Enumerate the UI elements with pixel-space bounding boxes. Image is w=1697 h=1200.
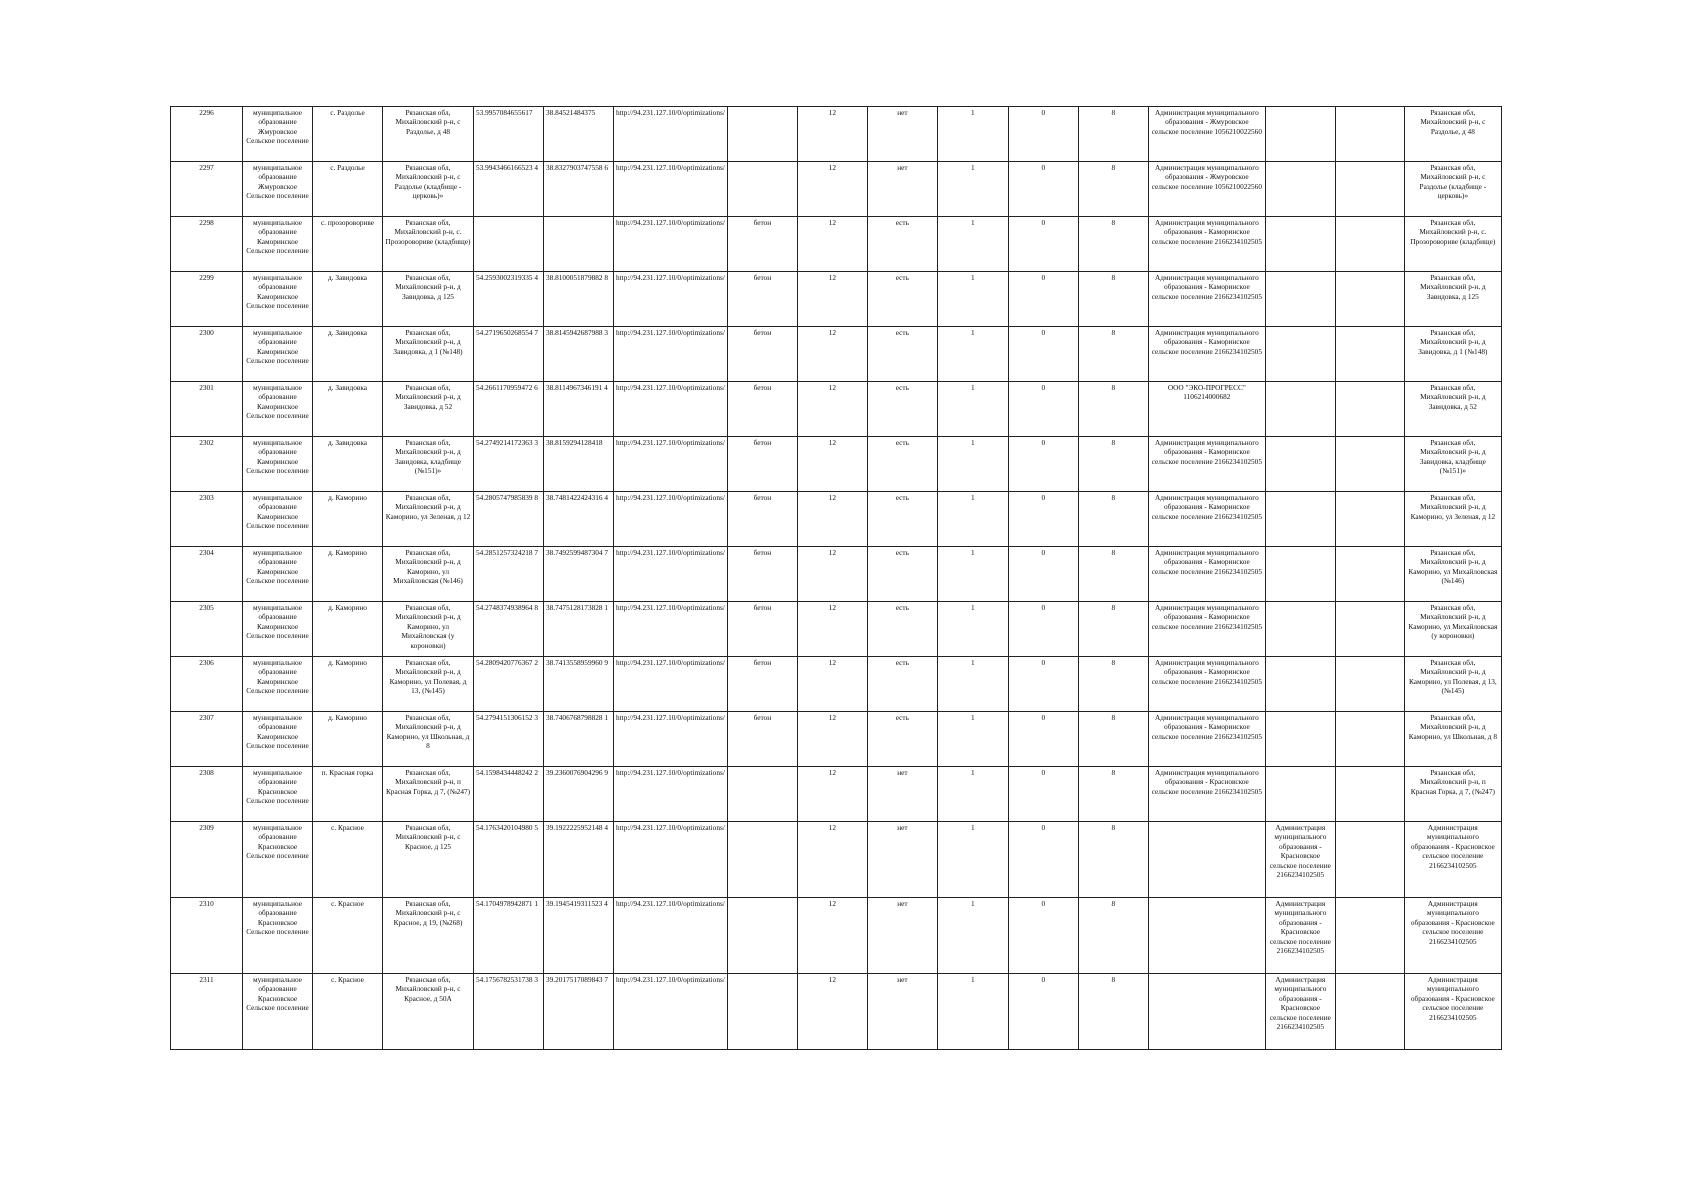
cell-row-number: 2297: [171, 162, 243, 217]
cell-area: 12: [797, 898, 867, 974]
cell-longitude: 38.7481422424316 4: [544, 492, 614, 547]
cell-longitude: 38.84521484375: [544, 107, 614, 162]
cell-longitude: 38.7406768798828 1: [544, 712, 614, 767]
cell-empty-cell: [1335, 327, 1404, 382]
cell-containers-count: 1: [937, 767, 1008, 822]
table-row: [171, 822, 1502, 898]
cell-containers-count: 1: [937, 382, 1008, 437]
cell-fence: нет: [867, 974, 937, 1050]
cell-area: 12: [797, 492, 867, 547]
cell-link: http://94.231.127.10/0/optimizations/: [614, 382, 728, 437]
cell-volume: 8: [1078, 657, 1148, 712]
cell-fence: есть: [867, 382, 937, 437]
cell-owner-municipality: муниципальное образование Красновское Сельское поселение: [243, 898, 313, 974]
cell-volume: 8: [1078, 822, 1148, 898]
table-row: [171, 547, 1502, 602]
cell-link: http://94.231.127.10/0/optimizations/: [614, 822, 728, 898]
cell-holder: [1265, 382, 1335, 437]
cell-operator: Администрация муниципального образования - Жмуровское сельское поселение 1056210022560: [1148, 162, 1265, 217]
cell-owner-municipality: муниципальное образование Красновское Сельское поселение: [243, 767, 313, 822]
cell-planned-count: 0: [1008, 822, 1078, 898]
table-row: [171, 217, 1502, 272]
cell-planned-count: 0: [1008, 712, 1078, 767]
cell-link: http://94.231.127.10/0/optimizations/: [614, 327, 728, 382]
cell-owner-municipality: муниципальное образование Каморинское Сельское поселение: [243, 272, 313, 327]
cell-surface-type: бетон: [727, 657, 797, 712]
cell-empty-cell: [1335, 822, 1404, 898]
cell-empty-cell: [1335, 547, 1404, 602]
register-table: [170, 106, 1502, 1050]
table-row: [171, 657, 1502, 712]
cell-row-number: 2298: [171, 217, 243, 272]
cell-area: 12: [797, 437, 867, 492]
cell-locality: с. Раздолье: [313, 162, 383, 217]
cell-locality: д. Завидовка: [313, 272, 383, 327]
cell-holder: [1265, 712, 1335, 767]
cell-containers-count: 1: [937, 272, 1008, 327]
cell-surface-type: бетон: [727, 437, 797, 492]
cell-longitude: 38.7492599487304 7: [544, 547, 614, 602]
cell-area: 12: [797, 547, 867, 602]
cell-waste-source: Рязанская обл, Михайловский р-н, д Каморино, ул Школьная, д 8: [1404, 712, 1501, 767]
cell-surface-type: бетон: [727, 492, 797, 547]
cell-link: http://94.231.127.10/0/optimizations/: [614, 767, 728, 822]
table-row: [171, 492, 1502, 547]
cell-surface-type: бетон: [727, 327, 797, 382]
cell-surface-type: бетон: [727, 272, 797, 327]
cell-longitude: 38.8145942687988 3: [544, 327, 614, 382]
cell-longitude: 38.8114967346191 4: [544, 382, 614, 437]
cell-latitude: 54.2748374938964 8: [474, 602, 544, 657]
cell-owner-municipality: муниципальное образование Каморинское Сельское поселение: [243, 492, 313, 547]
table-row: [171, 712, 1502, 767]
cell-owner-municipality: муниципальное образование Каморинское Сельское поселение: [243, 712, 313, 767]
cell-operator: Администрация муниципального образования - Каморинское сельское поселение 2166234102505: [1148, 217, 1265, 272]
cell-owner-municipality: муниципальное образование Красновское Сельское поселение: [243, 974, 313, 1050]
cell-volume: 8: [1078, 272, 1148, 327]
cell-owner-municipality: муниципальное образование Каморинское Сельское поселение: [243, 382, 313, 437]
cell-row-number: 2302: [171, 437, 243, 492]
cell-volume: 8: [1078, 437, 1148, 492]
table-row: [171, 767, 1502, 822]
cell-fence: нет: [867, 162, 937, 217]
cell-locality: д. Завидовка: [313, 327, 383, 382]
cell-area: 12: [797, 974, 867, 1050]
cell-planned-count: 0: [1008, 547, 1078, 602]
cell-longitude: 38.8159294128418: [544, 437, 614, 492]
cell-volume: 8: [1078, 602, 1148, 657]
cell-row-number: 2299: [171, 272, 243, 327]
cell-area: 12: [797, 272, 867, 327]
cell-address: Рязанская обл, Михайловский р-н, д Каморино, ул Михайловская (у короновки): [383, 602, 474, 657]
cell-owner-municipality: муниципальное образование Каморинское Сельское поселение: [243, 547, 313, 602]
cell-address: Рязанская обл, Михайловский р-н, с Раздолье (кладбище - церковь)»: [383, 162, 474, 217]
cell-link: http://94.231.127.10/0/optimizations/: [614, 602, 728, 657]
cell-address: Рязанская обл, Михайловский р-н, д Каморино, ул Михайловская (№146): [383, 547, 474, 602]
cell-operator: Администрация муниципального образования - Каморинское сельское поселение 2166234102505: [1148, 657, 1265, 712]
cell-latitude: 54.2805747985839 8: [474, 492, 544, 547]
cell-area: 12: [797, 162, 867, 217]
cell-planned-count: 0: [1008, 437, 1078, 492]
cell-waste-source: Рязанская обл, Михайловский р-н, д Каморино, ул Полевая, д 13, (№145): [1404, 657, 1501, 712]
cell-latitude: 54.2661170959472 6: [474, 382, 544, 437]
cell-planned-count: 0: [1008, 657, 1078, 712]
cell-containers-count: 1: [937, 822, 1008, 898]
cell-row-number: 2305: [171, 602, 243, 657]
cell-row-number: 2311: [171, 974, 243, 1050]
cell-address: Рязанская обл, Михайловский р-н, с. Прозоровориве (кладбище): [383, 217, 474, 272]
cell-row-number: 2303: [171, 492, 243, 547]
cell-holder: [1265, 217, 1335, 272]
cell-planned-count: 0: [1008, 272, 1078, 327]
cell-row-number: 2300: [171, 327, 243, 382]
cell-planned-count: 0: [1008, 767, 1078, 822]
cell-containers-count: 1: [937, 327, 1008, 382]
cell-address: Рязанская обл, Михайловский р-н, д Каморино, ул Школьная, д 8: [383, 712, 474, 767]
cell-holder: [1265, 107, 1335, 162]
cell-link: http://94.231.127.10/0/optimizations/: [614, 437, 728, 492]
cell-row-number: 2304: [171, 547, 243, 602]
cell-owner-municipality: муниципальное образование Жмуровское Сельское поселение: [243, 107, 313, 162]
cell-link: http://94.231.127.10/0/optimizations/: [614, 272, 728, 327]
cell-latitude: 54.1763420104980 5: [474, 822, 544, 898]
cell-area: 12: [797, 822, 867, 898]
cell-address: Рязанская обл, Михайловский р-н, д Завидовка, д 52: [383, 382, 474, 437]
cell-holder: [1265, 547, 1335, 602]
cell-locality: с. Красное: [313, 974, 383, 1050]
cell-area: 12: [797, 107, 867, 162]
cell-operator: ООО "ЭКО-ПРОГРЕСС" 1106214000682: [1148, 382, 1265, 437]
cell-longitude: 39.2017517089843 7: [544, 974, 614, 1050]
cell-planned-count: 0: [1008, 162, 1078, 217]
cell-owner-municipality: муниципальное образование Каморинское Сельское поселение: [243, 657, 313, 712]
cell-waste-source: Рязанская обл, Михайловский р-н, д Завидовка, кладбище (№151)»: [1404, 437, 1501, 492]
cell-operator: Администрация муниципального образования - Жмуровское сельское поселение 1056210022560: [1148, 107, 1265, 162]
cell-operator: Администрация муниципального образования - Каморинское сельское поселение 2166234102505: [1148, 712, 1265, 767]
cell-planned-count: 0: [1008, 382, 1078, 437]
cell-volume: 8: [1078, 327, 1148, 382]
cell-operator: [1148, 898, 1265, 974]
cell-link: http://94.231.127.10/0/optimizations/: [614, 217, 728, 272]
cell-latitude: 54.2593002319335 4: [474, 272, 544, 327]
cell-address: Рязанская обл, Михайловский р-н, д Каморино, ул Зеленая, д 12: [383, 492, 474, 547]
cell-surface-type: [727, 898, 797, 974]
cell-containers-count: 1: [937, 437, 1008, 492]
table-row: [171, 162, 1502, 217]
cell-waste-source: Рязанская обл, Михайловский р-н, д Каморино, ул Михайловская (№146): [1404, 547, 1501, 602]
cell-address: Рязанская обл, Михайловский р-н, д Завидовка, д 1 (№148): [383, 327, 474, 382]
cell-longitude: 39.2360076904296 9: [544, 767, 614, 822]
cell-address: Рязанская обл, Михайловский р-н, с Красное, д 125: [383, 822, 474, 898]
cell-volume: 8: [1078, 712, 1148, 767]
cell-holder: [1265, 492, 1335, 547]
cell-owner-municipality: муниципальное образование Каморинское Сельское поселение: [243, 327, 313, 382]
cell-area: 12: [797, 602, 867, 657]
cell-owner-municipality: муниципальное образование Красновское Сельское поселение: [243, 822, 313, 898]
cell-volume: 8: [1078, 382, 1148, 437]
cell-planned-count: 0: [1008, 492, 1078, 547]
cell-surface-type: бетон: [727, 382, 797, 437]
cell-containers-count: 1: [937, 162, 1008, 217]
cell-latitude: 54.1704978942871 1: [474, 898, 544, 974]
cell-empty-cell: [1335, 767, 1404, 822]
cell-owner-municipality: муниципальное образование Каморинское Сельское поселение: [243, 217, 313, 272]
cell-row-number: 2301: [171, 382, 243, 437]
cell-area: 12: [797, 767, 867, 822]
cell-volume: 8: [1078, 162, 1148, 217]
cell-locality: д. Каморино: [313, 657, 383, 712]
cell-containers-count: 1: [937, 602, 1008, 657]
cell-fence: есть: [867, 492, 937, 547]
cell-empty-cell: [1335, 437, 1404, 492]
cell-longitude: 38.7413558959960 9: [544, 657, 614, 712]
cell-containers-count: 1: [937, 712, 1008, 767]
cell-surface-type: бетон: [727, 712, 797, 767]
cell-link: http://94.231.127.10/0/optimizations/: [614, 898, 728, 974]
cell-area: 12: [797, 712, 867, 767]
table-row: [171, 272, 1502, 327]
cell-surface-type: [727, 107, 797, 162]
cell-area: 12: [797, 382, 867, 437]
cell-longitude: 39.1945419311523 4: [544, 898, 614, 974]
cell-holder: [1265, 767, 1335, 822]
cell-owner-municipality: муниципальное образование Каморинское Сельское поселение: [243, 602, 313, 657]
cell-volume: 8: [1078, 547, 1148, 602]
cell-latitude: 54.2719650268554 7: [474, 327, 544, 382]
cell-longitude: 38.8100051879882 8: [544, 272, 614, 327]
cell-empty-cell: [1335, 217, 1404, 272]
cell-latitude: 54.1756782531738 3: [474, 974, 544, 1050]
cell-waste-source: Рязанская обл, Михайловский р-н, д Завидовка, д 125: [1404, 272, 1501, 327]
cell-fence: есть: [867, 657, 937, 712]
cell-containers-count: 1: [937, 107, 1008, 162]
cell-link: http://94.231.127.10/0/optimizations/: [614, 657, 728, 712]
cell-holder: [1265, 162, 1335, 217]
cell-fence: есть: [867, 272, 937, 327]
cell-locality: д. Каморино: [313, 602, 383, 657]
cell-planned-count: 0: [1008, 898, 1078, 974]
cell-holder: [1265, 437, 1335, 492]
cell-locality: с. Раздолье: [313, 107, 383, 162]
cell-row-number: 2310: [171, 898, 243, 974]
cell-operator: Администрация муниципального образования - Каморинское сельское поселение 2166234102505: [1148, 492, 1265, 547]
cell-locality: д. Завидовка: [313, 382, 383, 437]
cell-latitude: 53.9943466166523 4: [474, 162, 544, 217]
cell-locality: с. прозоровориве: [313, 217, 383, 272]
cell-address: Рязанская обл, Михайловский р-н, д Завидовка, д 125: [383, 272, 474, 327]
cell-holder: [1265, 327, 1335, 382]
cell-address: Рязанская обл, Михайловский р-н, д Завидовка, кладбище (№151)»: [383, 437, 474, 492]
cell-row-number: 2306: [171, 657, 243, 712]
cell-waste-source: Рязанская обл, Михайловский р-н, п Красная Горка, д 7, (№247): [1404, 767, 1501, 822]
cell-operator: Администрация муниципального образования - Каморинское сельское поселение 2166234102505: [1148, 602, 1265, 657]
cell-link: http://94.231.127.10/0/optimizations/: [614, 107, 728, 162]
cell-empty-cell: [1335, 898, 1404, 974]
cell-operator: [1148, 822, 1265, 898]
cell-latitude: 54.2794151306152 3: [474, 712, 544, 767]
cell-latitude: 53.9957084655617: [474, 107, 544, 162]
cell-link: http://94.231.127.10/0/optimizations/: [614, 547, 728, 602]
cell-address: Рязанская обл, Михайловский р-н, с Раздолье, д 48: [383, 107, 474, 162]
cell-surface-type: [727, 767, 797, 822]
cell-surface-type: [727, 162, 797, 217]
cell-longitude: 39.1922225952148 4: [544, 822, 614, 898]
cell-containers-count: 1: [937, 974, 1008, 1050]
cell-area: 12: [797, 657, 867, 712]
cell-waste-source: Рязанская обл, Михайловский р-н, с Раздолье, д 48: [1404, 107, 1501, 162]
cell-locality: д. Каморино: [313, 712, 383, 767]
cell-locality: д. Каморино: [313, 547, 383, 602]
cell-operator: Администрация муниципального образования - Каморинское сельское поселение 2166234102505: [1148, 272, 1265, 327]
cell-address: Рязанская обл, Михайловский р-н, д Каморино, ул Полевая, д 13, (№145): [383, 657, 474, 712]
cell-operator: [1148, 974, 1265, 1050]
table-row: [171, 974, 1502, 1050]
cell-holder: [1265, 657, 1335, 712]
cell-empty-cell: [1335, 602, 1404, 657]
cell-empty-cell: [1335, 162, 1404, 217]
cell-empty-cell: [1335, 272, 1404, 327]
cell-longitude: [544, 217, 614, 272]
cell-longitude: 38.8327903747558 6: [544, 162, 614, 217]
cell-planned-count: 0: [1008, 602, 1078, 657]
cell-surface-type: [727, 974, 797, 1050]
table-row: [171, 898, 1502, 974]
cell-volume: 8: [1078, 767, 1148, 822]
cell-row-number: 2308: [171, 767, 243, 822]
cell-fence: есть: [867, 217, 937, 272]
cell-containers-count: 1: [937, 657, 1008, 712]
cell-surface-type: бетон: [727, 547, 797, 602]
cell-latitude: 54.1598434448242 2: [474, 767, 544, 822]
cell-fence: есть: [867, 547, 937, 602]
cell-fence: есть: [867, 437, 937, 492]
cell-area: 12: [797, 217, 867, 272]
cell-empty-cell: [1335, 657, 1404, 712]
cell-containers-count: 1: [937, 547, 1008, 602]
cell-fence: есть: [867, 712, 937, 767]
cell-surface-type: [727, 822, 797, 898]
cell-waste-source: Рязанская обл, Михайловский р-н, д Завидовка, д 1 (№148): [1404, 327, 1501, 382]
cell-owner-municipality: муниципальное образование Жмуровское Сельское поселение: [243, 162, 313, 217]
cell-volume: 8: [1078, 107, 1148, 162]
cell-volume: 8: [1078, 898, 1148, 974]
cell-operator: Администрация муниципального образования - Красновское сельское поселение 2166234102505: [1148, 767, 1265, 822]
cell-empty-cell: [1335, 712, 1404, 767]
cell-empty-cell: [1335, 974, 1404, 1050]
cell-containers-count: 1: [937, 492, 1008, 547]
cell-volume: 8: [1078, 974, 1148, 1050]
cell-planned-count: 0: [1008, 217, 1078, 272]
table-row: [171, 107, 1502, 162]
cell-containers-count: 1: [937, 217, 1008, 272]
cell-latitude: [474, 217, 544, 272]
cell-planned-count: 0: [1008, 107, 1078, 162]
cell-holder: Администрация муниципального образования - Красновское сельское поселение 2166234102505: [1265, 898, 1335, 974]
cell-planned-count: 0: [1008, 327, 1078, 382]
cell-row-number: 2296: [171, 107, 243, 162]
cell-holder: [1265, 272, 1335, 327]
cell-area: 12: [797, 327, 867, 382]
table-row: [171, 437, 1502, 492]
cell-empty-cell: [1335, 492, 1404, 547]
cell-row-number: 2307: [171, 712, 243, 767]
cell-waste-source: Рязанская обл, Михайловский р-н, д Каморино, ул Михайловская (у короновки): [1404, 602, 1501, 657]
cell-address: Рязанская обл, Михайловский р-н, с Красное, д 19, (№268): [383, 898, 474, 974]
cell-row-number: 2309: [171, 822, 243, 898]
cell-waste-source: Рязанская обл, Михайловский р-н, с. Прозоровориве (кладбище): [1404, 217, 1501, 272]
cell-latitude: 54.2851257324218 7: [474, 547, 544, 602]
cell-locality: д. Каморино: [313, 492, 383, 547]
table-row: [171, 382, 1502, 437]
cell-link: http://94.231.127.10/0/optimizations/: [614, 492, 728, 547]
cell-holder: [1265, 602, 1335, 657]
cell-address: Рязанская обл, Михайловский р-н, с Красное, д 50А: [383, 974, 474, 1050]
cell-locality: д. Завидовка: [313, 437, 383, 492]
cell-holder: Администрация муниципального образования - Красновское сельское поселение 2166234102505: [1265, 974, 1335, 1050]
cell-volume: 8: [1078, 217, 1148, 272]
cell-volume: 8: [1078, 492, 1148, 547]
table-row: [171, 327, 1502, 382]
table-row: [171, 602, 1502, 657]
cell-locality: п. Красная горка: [313, 767, 383, 822]
cell-latitude: 54.2809420776367 2: [474, 657, 544, 712]
cell-containers-count: 1: [937, 898, 1008, 974]
cell-fence: нет: [867, 107, 937, 162]
cell-address: Рязанская обл, Михайловский р-н, п Красная Горка, д 7, (№247): [383, 767, 474, 822]
cell-fence: нет: [867, 767, 937, 822]
cell-fence: есть: [867, 602, 937, 657]
cell-fence: нет: [867, 898, 937, 974]
cell-fence: нет: [867, 822, 937, 898]
cell-operator: Администрация муниципального образования - Каморинское сельское поселение 2166234102505: [1148, 437, 1265, 492]
cell-waste-source: Администрация муниципального образования - Красновское сельское поселение 2166234102505: [1404, 898, 1501, 974]
cell-surface-type: бетон: [727, 217, 797, 272]
cell-link: http://94.231.127.10/0/optimizations/: [614, 162, 728, 217]
cell-operator: Администрация муниципального образования - Каморинское сельское поселение 2166234102505: [1148, 547, 1265, 602]
cell-waste-source: Рязанская обл, Михайловский р-н, с Раздолье (кладбище - церковь)»: [1404, 162, 1501, 217]
cell-waste-source: Рязанская обл, Михайловский р-н, д Каморино, ул Зеленая, д 12: [1404, 492, 1501, 547]
cell-holder: Администрация муниципального образования - Красновское сельское поселение 2166234102505: [1265, 822, 1335, 898]
cell-locality: с. Красное: [313, 898, 383, 974]
cell-owner-municipality: муниципальное образование Каморинское Сельское поселение: [243, 437, 313, 492]
cell-empty-cell: [1335, 107, 1404, 162]
cell-waste-source: Администрация муниципального образования - Красновское сельское поселение 2166234102505: [1404, 974, 1501, 1050]
cell-waste-source: Рязанская обл, Михайловский р-н, д Завидовка, д 52: [1404, 382, 1501, 437]
cell-longitude: 38.7475128173828 1: [544, 602, 614, 657]
cell-link: http://94.231.127.10/0/optimizations/: [614, 712, 728, 767]
cell-empty-cell: [1335, 382, 1404, 437]
cell-fence: есть: [867, 327, 937, 382]
cell-link: http://94.231.127.10/0/optimizations/: [614, 974, 728, 1050]
cell-operator: Администрация муниципального образования - Каморинское сельское поселение 2166234102505: [1148, 327, 1265, 382]
cell-locality: с. Красное: [313, 822, 383, 898]
cell-latitude: 54.2749214172363 3: [474, 437, 544, 492]
cell-planned-count: 0: [1008, 974, 1078, 1050]
cell-waste-source: Администрация муниципального образования - Красновское сельское поселение 2166234102505: [1404, 822, 1501, 898]
cell-surface-type: бетон: [727, 602, 797, 657]
